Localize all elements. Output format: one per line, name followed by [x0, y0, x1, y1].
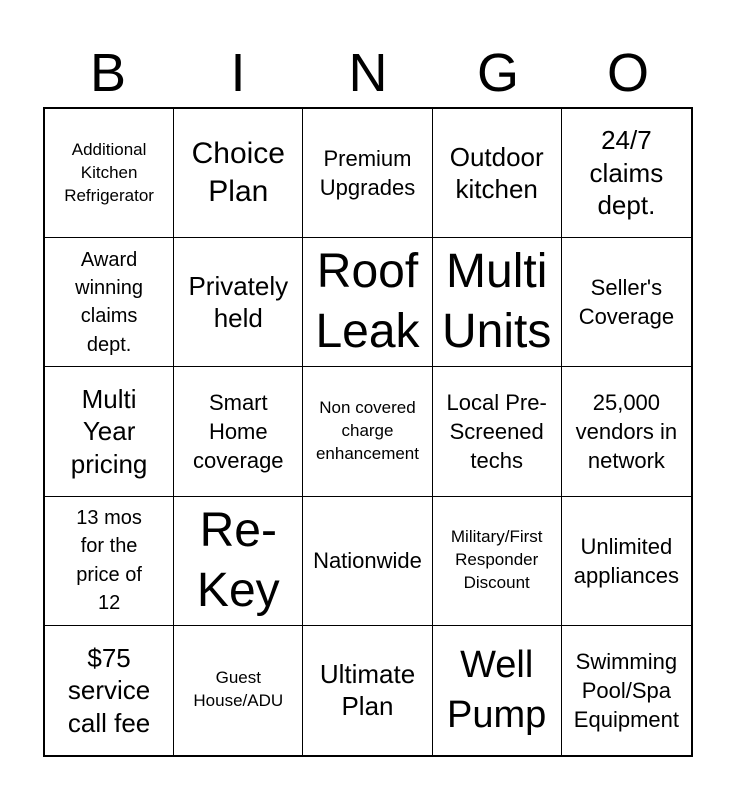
bingo-cell[interactable]	[562, 109, 691, 238]
bingo-cell-text: Ultimate Plan	[319, 658, 416, 722]
header-letter-o: O	[606, 43, 649, 103]
bingo-cell[interactable]	[174, 109, 303, 238]
bingo-cell[interactable]	[45, 497, 174, 626]
bingo-cell[interactable]	[562, 497, 691, 626]
bingo-cell[interactable]	[45, 367, 174, 496]
bingo-cell[interactable]	[303, 238, 432, 367]
bingo-cell-text: Choice Plan	[191, 136, 285, 209]
bingo-cell[interactable]	[174, 238, 303, 367]
bingo-cell[interactable]	[174, 497, 303, 626]
bingo-cell-text: Award winning claims dept.	[75, 248, 143, 356]
bingo-cell[interactable]	[174, 626, 303, 755]
bingo-cell-text: 13 mos for the price of 12	[76, 506, 142, 615]
bingo-cell-text: Re- Key	[196, 503, 280, 617]
bingo-cell-text: Multi Year pricing	[70, 383, 148, 479]
header-letter-b: B	[89, 43, 127, 103]
bingo-cell[interactable]	[45, 238, 174, 367]
bingo-cell-text: Unlimited appliances	[573, 533, 679, 588]
bingo-cell-text: Guest House/ADU	[193, 668, 284, 711]
bingo-cell[interactable]	[433, 109, 562, 238]
bingo-cell-text: 24/7 claims dept.	[589, 125, 664, 221]
bingo-cell-text: Outdoor kitchen	[449, 141, 544, 205]
bingo-cell[interactable]	[433, 497, 562, 626]
bingo-cell-text: Additional Kitchen Refrigerator	[64, 139, 154, 205]
bingo-cell[interactable]	[562, 367, 691, 496]
bingo-cell-text: Multi Units	[442, 245, 552, 359]
bingo-cell[interactable]	[433, 238, 562, 367]
header-letter-n: N	[348, 43, 388, 103]
header-letter-i: I	[230, 43, 246, 103]
bingo-cell[interactable]	[303, 367, 432, 496]
bingo-cell-text: Seller's Coverage	[578, 275, 675, 330]
bingo-cell[interactable]	[303, 497, 432, 626]
bingo-cell[interactable]	[303, 626, 432, 755]
bingo-cell-text: Local Pre- Screened techs	[446, 389, 547, 473]
bingo-cell-text: Privately held	[188, 270, 289, 334]
bingo-cell-text: Premium Upgrades	[319, 146, 416, 201]
bingo-board	[43, 107, 693, 757]
bingo-cell[interactable]	[174, 367, 303, 496]
header-letter-g: G	[476, 43, 519, 103]
bingo-cell[interactable]	[45, 626, 174, 755]
bingo-cell-text: 25,000 vendors in network	[575, 389, 678, 473]
bingo-cell-text: $75 service call fee	[67, 642, 151, 738]
bingo-cell[interactable]	[433, 626, 562, 755]
bingo-header	[43, 42, 693, 104]
bingo-cell-text: Smart Home coverage	[193, 389, 284, 473]
bingo-cell-text: Non covered charge enhancement	[315, 398, 419, 463]
bingo-cell[interactable]	[303, 109, 432, 238]
bingo-cell-text: Nationwide	[313, 548, 422, 574]
bingo-cell-text: Military/First Responder Discount	[450, 527, 543, 593]
bingo-cell[interactable]	[45, 109, 174, 238]
bingo-cell[interactable]	[562, 626, 691, 755]
bingo-cell-text: Well Pump	[447, 644, 547, 737]
bingo-cell[interactable]	[433, 367, 562, 496]
bingo-cell[interactable]	[562, 238, 691, 367]
bingo-cell-text: Swimming Pool/Spa Equipment	[573, 648, 679, 732]
bingo-cell-text: Roof Leak	[315, 245, 420, 359]
